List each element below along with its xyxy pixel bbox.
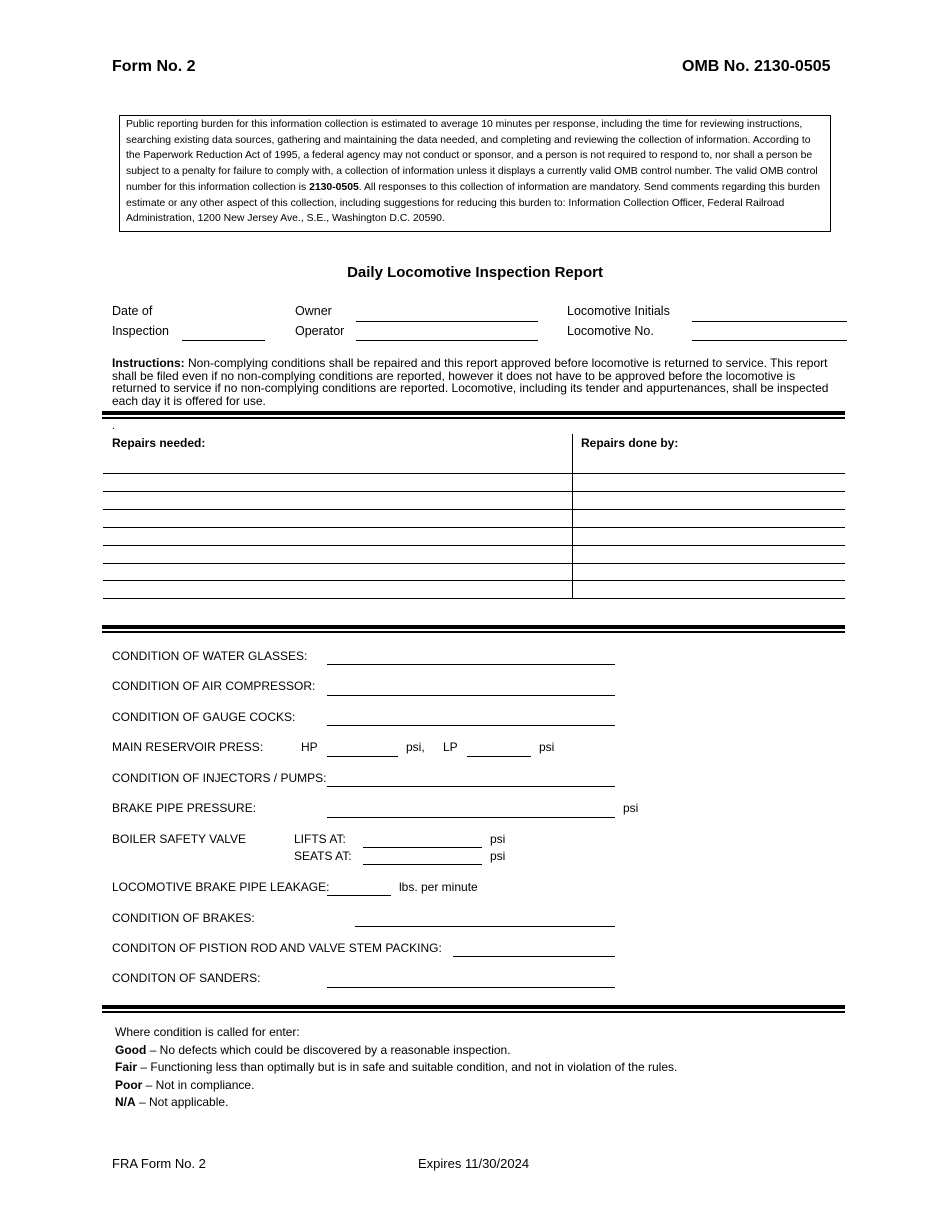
repair-row[interactable] <box>103 473 845 474</box>
legend-fair-text: – Functioning less than optimally but is in safe and suitable condition, and not in violation of the rules. <box>137 1060 678 1075</box>
legend-good-text: – No defects which could be discovered by a reasonable inspection. <box>146 1042 511 1057</box>
brake-pipe-leakage-field[interactable] <box>327 895 391 896</box>
hp-label: HP <box>301 740 318 754</box>
legend-poor-text: – Not in compliance. <box>142 1077 255 1092</box>
locomotive-no-label: Locomotive No. <box>567 324 654 338</box>
air-compressor-label: CONDITION OF AIR COMPRESSOR: <box>112 679 316 693</box>
legend-na-label: N/A <box>115 1095 136 1110</box>
piston-rod-field[interactable] <box>453 956 615 957</box>
repairs-dot: . <box>112 420 116 432</box>
repair-row[interactable] <box>103 545 845 546</box>
repairs-needed-label: Repairs needed: <box>112 436 206 450</box>
lifts-at-field[interactable] <box>363 847 482 848</box>
footer-form-number: FRA Form No. 2 <box>112 1156 206 1171</box>
locomotive-initials-field[interactable] <box>692 321 847 322</box>
owner-label: Owner <box>295 304 332 318</box>
legend-good-label: Good <box>115 1042 147 1057</box>
hp-field[interactable] <box>327 756 398 757</box>
brakes-field[interactable] <box>355 926 615 927</box>
operator-field[interactable] <box>356 340 538 341</box>
lp-psi-label: psi <box>539 740 555 754</box>
gauge-cocks-field[interactable] <box>327 725 615 726</box>
instructions-label: Instructions: <box>112 356 185 370</box>
legend-poor <box>115 1077 677 1095</box>
brake-pipe-leakage-label: LOCOMOTIVE BRAKE PIPE LEAKAGE: <box>112 880 330 894</box>
brake-pipe-pressure-field[interactable] <box>327 817 615 818</box>
seats-psi-label: psi <box>490 849 506 863</box>
section-divider <box>102 411 845 419</box>
locomotive-no-field[interactable] <box>692 340 847 341</box>
repair-row[interactable] <box>103 598 845 599</box>
boiler-safety-valve-label: BOILER SAFETY VALVE <box>112 832 247 846</box>
legend-poor-label: Poor <box>115 1077 143 1092</box>
gauge-cocks-label: CONDITION OF GAUGE COCKS: <box>112 710 296 724</box>
repairs-column-divider <box>572 434 573 599</box>
section-divider <box>102 625 845 633</box>
seats-at-label: SEATS AT: <box>294 849 352 863</box>
repairs-done-by-label: Repairs done by: <box>581 436 679 450</box>
legend-intro: Where condition is called for enter: <box>115 1025 300 1039</box>
legend-na-text: – Not applicable. <box>135 1095 229 1110</box>
repair-row[interactable] <box>103 563 845 564</box>
injectors-field[interactable] <box>327 786 615 787</box>
footer-expiration: Expires 11/30/2024 <box>418 1156 530 1171</box>
repair-row[interactable] <box>103 509 845 510</box>
date-of-inspection-field[interactable] <box>182 340 265 341</box>
omb-number: OMB No. 2130-0505 <box>682 58 831 75</box>
lp-label: LP <box>443 740 458 754</box>
lbs-per-minute-label: lbs. per minute <box>399 880 478 894</box>
hp-psi-label: psi, <box>406 740 425 754</box>
instructions-text: Non-complying conditions shall be repaired and this report approved before locomotive is returned to service. This report shall be filed even if no non-complying conditions are reported, however it does not have to be approved before the locomotive is returned to service if no non-complying conditions are reported. Locomotive, including its tender and appurtenances, shall be inspected each day it is offered for use. <box>112 356 829 408</box>
legend-good <box>115 1042 677 1060</box>
locomotive-initials-label: Locomotive Initials <box>567 304 670 318</box>
burden-text-2: . All responses to this collection of information are mandatory. Send comments regarding this burden estimate or any other aspect of this collection, including suggestions for reducing this burden to: Information Collection Officer, Federal Railroad Administration, 1200 New Jersey Ave., S.E., Washington D.C. 20590. <box>126 181 821 225</box>
condition-legend <box>115 1024 677 1112</box>
air-compressor-field[interactable] <box>327 695 615 696</box>
repair-row[interactable] <box>103 491 845 492</box>
report-title: Daily Locomotive Inspection Report <box>347 264 603 281</box>
sanders-field[interactable] <box>327 987 615 988</box>
section-divider <box>102 1005 845 1013</box>
brake-pipe-psi-label: psi <box>623 801 639 815</box>
seats-at-field[interactable] <box>363 864 482 865</box>
water-glasses-label: CONDITION OF WATER GLASSES: <box>112 649 308 663</box>
form-number: Form No. 2 <box>112 58 196 75</box>
operator-label: Operator <box>295 324 345 338</box>
inspection-label: Inspection <box>112 324 169 338</box>
date-of-label: Date of <box>112 304 153 318</box>
main-reservoir-label: MAIN RESERVOIR PRESS: <box>112 740 264 754</box>
legend-na <box>115 1094 677 1112</box>
instructions <box>112 357 842 407</box>
legend-fair-label: Fair <box>115 1060 138 1075</box>
water-glasses-field[interactable] <box>327 664 615 665</box>
sanders-label: CONDITON OF SANDERS: <box>112 971 261 985</box>
injectors-label: CONDITION OF INJECTORS / PUMPS: <box>112 771 327 785</box>
burden-statement <box>119 115 831 232</box>
lifts-at-label: LIFTS AT: <box>294 832 346 846</box>
lifts-psi-label: psi <box>490 832 506 846</box>
piston-rod-label: CONDITON OF PISTION ROD AND VALVE STEM PACKING: <box>112 941 442 955</box>
lp-field[interactable] <box>467 756 531 757</box>
owner-field[interactable] <box>356 321 538 322</box>
burden-text-1: Public reporting burden for this information collection is estimated to average 10 minutes per response, including the time for reviewing instructions, searching existing data sources, gathering and maintaining the data needed, and completing and reviewing the collection of information. According to the Paperwork Reduction Act of 1995, a federal agency may not conduct or sponsor, and a person is not required to respond to, nor shall a person be subject to a penalty for failure to comply with, a collection of information unless it displays a currently valid OMB control number. The valid OMB control number for this information collection is <box>126 119 818 193</box>
repair-row[interactable] <box>103 580 845 581</box>
brakes-label: CONDITION OF BRAKES: <box>112 911 255 925</box>
legend-fair <box>115 1059 677 1077</box>
repair-row[interactable] <box>103 527 845 528</box>
brake-pipe-pressure-label: BRAKE PIPE PRESSURE: <box>112 801 257 815</box>
burden-omb-bold: 2130-0505 <box>309 181 359 193</box>
